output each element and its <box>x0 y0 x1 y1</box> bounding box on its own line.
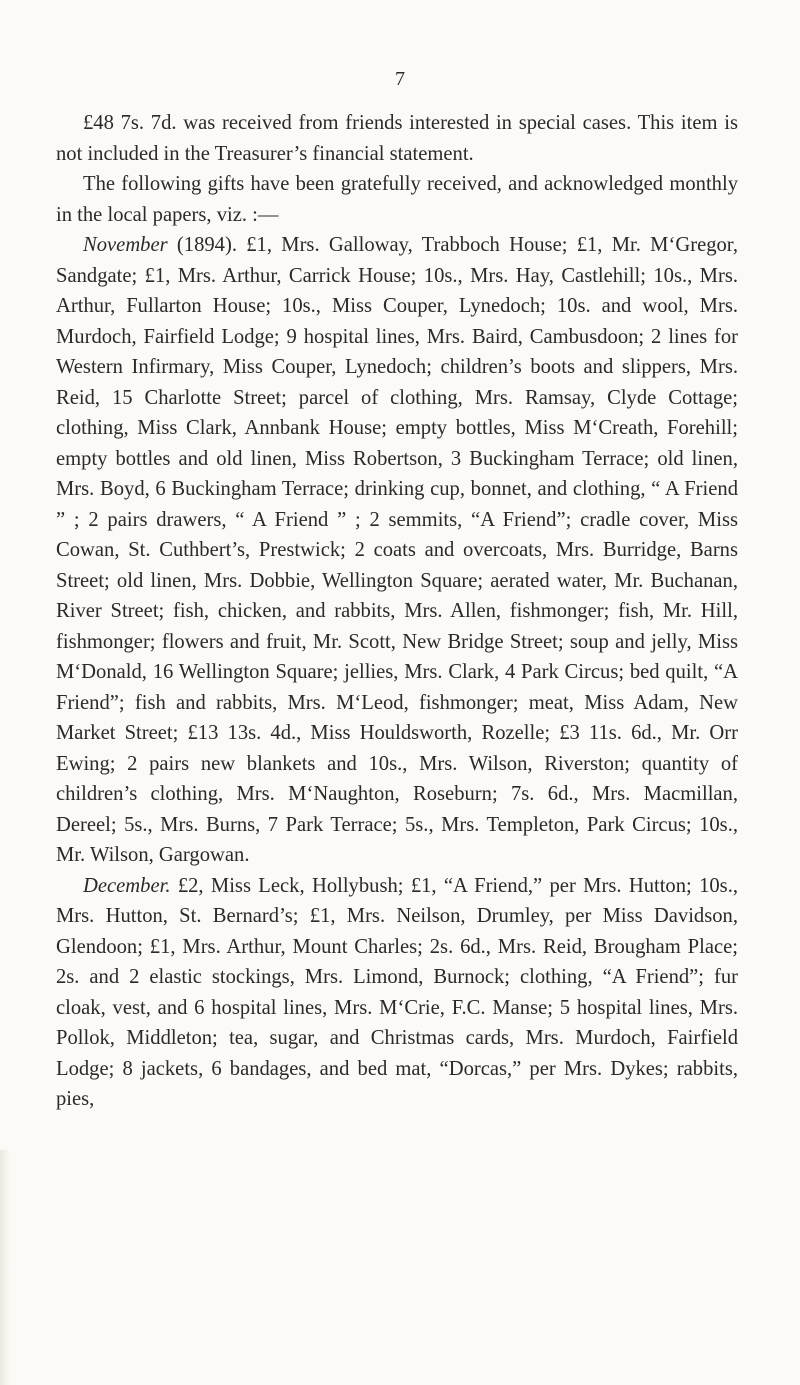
paragraph-november <box>56 230 738 871</box>
month-label-december: December. <box>83 874 171 897</box>
page-edge-shadow <box>0 1150 10 1385</box>
month-label-november: November <box>83 234 168 256</box>
paragraph-gifts-intro: The following gifts have been gratefully received, and acknowledged monthly in the local papers, viz. :— <box>56 173 738 226</box>
december-gifts: £2, Miss Leck, Hollybush; £1, “A Friend,” per Mrs. Hutton; 10s., Mrs. Hutton, St. Bernard’s; £1, Mrs. Neilson, Drumley, per Miss Davidson, Glendoon; £1, Mrs. Arthur, Mount Charles; 2s. 6d., Mrs. Reid, Brougham Place; 2s. and 2 elastic stockings, Mrs. Limond, Burnock; clothing, “A Friend”; fur cloak, vest, and 6 hospital lines, Mrs. M‘Crie, F.C. Manse; 5 hospital lines, Mrs. Pollok, Middleton; tea, sugar, and Christmas cards, Mrs. Murdoch, Fairfield Lodge; 8 jackets, 6 bandages, and bed mat, “Dorcas,” per Mrs. Dykes; rabbits, pies, <box>56 874 738 1110</box>
page-body <box>56 108 738 1115</box>
page-number: 7 <box>395 68 405 90</box>
paragraph-special-cases: £48 7s. 7d. was received from friends interested in special cases. This item is not included in the Treasurer’s financial statement. <box>56 112 738 165</box>
paragraph-december <box>56 871 738 1115</box>
november-gifts: (1894). £1, Mrs. Galloway, Trabboch House; £1, Mr. M‘Gregor, Sandgate; £1, Mrs. Arthur, Carrick House; 10s., Mrs. Hay, Castlehill; 10s., Mrs. Arthur, Fullarton House; 10s., Miss Couper, Lynedoch; 10s. and wool, Mrs. Murdoch, Fairfield Lodge; 9 hospital lines, Mrs. Baird, Cambusdoon; 2 lines for Western Infirmary, Miss Couper, Lynedoch; children’s boots and slippers, Mrs. Reid, 15 Charlotte Street; parcel of clothing, Mrs. Ramsay, Clyde Cottage; clothing, Miss Clark, Annbank House; empty bottles, Miss M‘Creath, Forehill; empty bottles and old linen, Miss Robertson, 3 Buckingham Terrace; old linen, Mrs. Boyd, 6 Buckingham Terrace; drinking cup, bonnet, and clothing, “ A Friend ” ; 2 pairs drawers, “ A Friend ” ; 2 semmits, “A Friend”; cradle cover, Miss Cowan, St. Cuthbert’s, Prestwick; 2 coats and overcoats, Mrs. Burridge, Barns Street; old linen, Mrs. Dobbie, Wellington Square; aerated water, Mr. Buchanan, River Street; fish, chicken, and rabbits, Mrs. Allen, fishmonger; fish, Mr. Hill, fishmonger; flowers and fruit, Mr. Scott, New Bridge Street; soup and jelly, Miss M‘Donald, 16 Wellington Square; jellies, Mrs. Clark, 4 Park Circus; bed quilt, “A Friend”; fish and rabbits, Mrs. M‘Leod, fishmonger; meat, Miss Adam, New Market Street; £13 13s. 4d., Miss Houldsworth, Rozelle; £3 11s. 6d., Mr. Orr Ewing; 2 pairs new blankets and 10s., Mrs. Wilson, Riverston; quantity of children’s clothing, Mrs. M‘Naughton, Roseburn; 7s. 6d., Mrs. Macmillan, Dereel; 5s., Mrs. Burns, 7 Park Terrace; 5s., Mrs. Templeton, Park Circus; 10s., Mr. Wilson, Gargowan. <box>56 234 738 866</box>
